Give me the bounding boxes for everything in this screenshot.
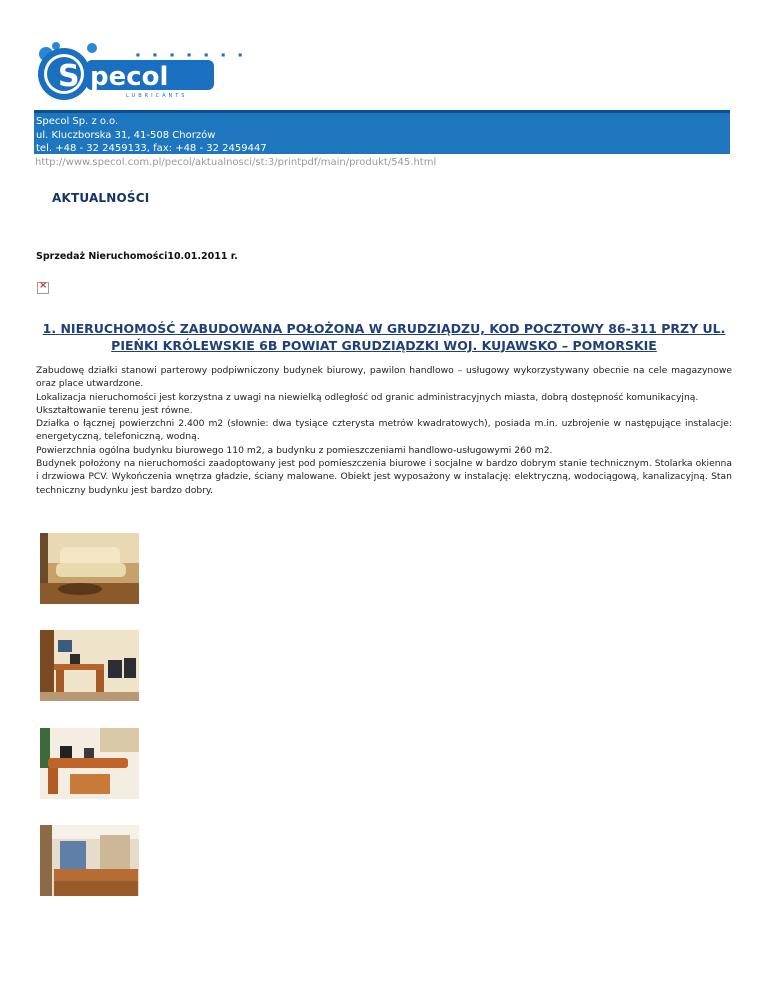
paragraph: Powierzchnia ogólna budynku biurowego 110 m2, a budynku z pomieszczeniami handlowo-usługowymi 260 m2. — [36, 444, 553, 456]
logo-tagline: LUBRICANTS — [126, 93, 188, 99]
svg-text:■ ■ ■ ■ ■ ■ ■: ■ ■ ■ ■ ■ ■ ■ — [136, 52, 249, 57]
paragraph: Ukształtowanie terenu jest równe. — [36, 404, 193, 416]
headline-line-2[interactable]: PIEŃKI KRÓLEWSKIE 6B POWIAT GRUDZIĄDZKI WOJ. KUJAWSKO – POMORSKIE — [111, 338, 657, 353]
company-address: ul. Kluczborska 31, 41-508 Chorzów — [36, 129, 216, 141]
logo-brand-text: pecol — [90, 62, 169, 92]
news-title: Sprzedaż Nieruchomości10.01.2011 r. — [36, 251, 238, 262]
photo-shop-counter — [40, 825, 139, 896]
paragraph: Lokalizacja nieruchomości jest korzystna z uwagi na niewielką odległość od granic administracyjnych miasta, dobrą dostępność komunikacyjną. — [36, 391, 699, 403]
company-contact: tel. +48 - 32 2459133, fax: +48 - 32 2459447 — [36, 143, 267, 154]
paragraph: Zabudowę działki stanowi parterowy podpiwniczony budynek biurowy, pawilon handlowo – usługowy wykorzystywany obecnie na cele magazynowe oraz place utwardzone. — [36, 365, 732, 390]
specol-logo-graphic — [36, 42, 249, 104]
page-url: http://www.specol.com.pl/pecol/aktualnosci/st:3/printpdf/main/produkt/545.html — [35, 157, 437, 168]
company-name: Specol Sp. z o.o. — [36, 116, 119, 127]
broken-image-icon: × — [37, 282, 49, 294]
photo-office-desk-chairs — [40, 630, 139, 701]
property-description — [36, 364, 732, 497]
property-headline[interactable] — [36, 320, 732, 354]
paragraph: Budynek położony na nieruchomości zaadoptowany jest pod pomieszczenia biurowe i socjalne w bardzo dobrym stanie technicznym. Stolarka okienna i drzwiowa PCV. Wykończenia wnętrza gładzie, ściany malowane. Obiekt jest wyposażony w instalację: elektryczną, wodociągową, kanalizacyjną. Stan techniczny budynku jest bardzo dobry. — [36, 458, 732, 496]
svg-text:S: S — [58, 59, 80, 94]
paragraph: Działka o łącznej powierzchni 2.400 m2 (słownie: dwa tysiące czterysta metrów kwadratowych), posiada m.in. uzbrojenie w następujące instalacje: energetyczną, telefoniczną, wodną. — [36, 418, 732, 443]
specol-logo — [36, 42, 249, 104]
headline-line-1[interactable]: 1. NIERUCHOMOŚĆ ZABUDOWANA POŁOŻONA W GRUDZIĄDZU, KOD POCZTOWY 86-311 PRZY UL. — [42, 321, 726, 336]
photo-office-desk-corner — [40, 728, 139, 799]
photo-lounge-sofa — [40, 533, 139, 604]
company-info-bar — [34, 110, 730, 154]
section-heading: AKTUALNOŚCI — [52, 191, 150, 205]
